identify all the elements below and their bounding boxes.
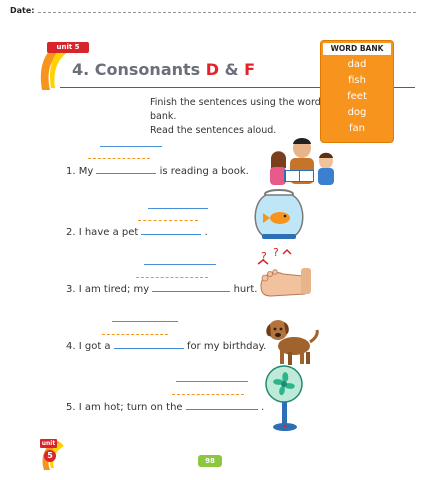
instructions <box>150 96 325 138</box>
blank-1[interactable] <box>96 163 156 174</box>
family-reading-icon <box>262 134 340 189</box>
svg-text:?: ? <box>273 246 279 259</box>
sentence-2: 2. I have a pet . <box>66 224 208 238</box>
word-bank-heading: WORD BANK <box>321 41 393 57</box>
word-bank-item: dog <box>347 107 367 118</box>
title-letter-f: F <box>244 60 256 79</box>
page-number: 98 <box>198 455 222 467</box>
sentence-4: 4. I got a for my birthday. <box>66 338 266 352</box>
trace-line-2 <box>138 220 198 221</box>
word-bank-item: fan <box>349 123 365 134</box>
answer-line-5[interactable] <box>176 381 248 382</box>
answer-line-2[interactable] <box>148 208 208 209</box>
trace-line-5 <box>172 394 244 395</box>
sentence-3: 3. I am tired; my hurt. <box>66 281 257 295</box>
puppy-icon <box>262 312 320 368</box>
title-number: 4. Consonants <box>72 60 201 79</box>
blank-4[interactable] <box>114 338 184 349</box>
word-bank-item: dad <box>347 59 367 70</box>
word-bank-item: fish <box>348 75 366 86</box>
blank-2[interactable] <box>141 224 201 235</box>
sentence-1: 1. My is reading a book. <box>66 163 249 177</box>
word-bank <box>320 40 394 143</box>
answer-line-3[interactable] <box>144 264 216 265</box>
date-label: Date: <box>10 6 35 15</box>
answer-line-1[interactable] <box>100 146 162 147</box>
trace-line-4 <box>102 334 168 335</box>
trace-line-1 <box>88 158 150 159</box>
footer-unit-number: 5 <box>44 450 56 462</box>
sore-feet-icon <box>253 246 318 301</box>
title-letter-d: D <box>205 60 220 79</box>
footer-unit-tab: unit <box>41 440 56 447</box>
instruction-line-2: Read the sentences aloud. <box>150 125 277 136</box>
fishbowl-icon <box>250 186 308 244</box>
date-field-line[interactable] <box>38 12 416 13</box>
answer-line-4[interactable] <box>112 321 178 322</box>
title-ampersand: & <box>224 60 239 79</box>
svg-text:?: ? <box>261 250 267 263</box>
sentence-5: 5. I am hot; turn on the . <box>66 399 264 413</box>
unit-tab: unit 5 <box>47 42 89 53</box>
blank-3[interactable] <box>152 281 230 292</box>
trace-line-3 <box>136 277 208 278</box>
word-bank-item: feet <box>347 91 367 102</box>
electric-fan-icon <box>264 364 306 436</box>
instruction-line-1: Finish the sentences using the word bank. <box>150 97 321 122</box>
blank-5[interactable] <box>186 399 258 410</box>
page-title <box>72 60 255 79</box>
